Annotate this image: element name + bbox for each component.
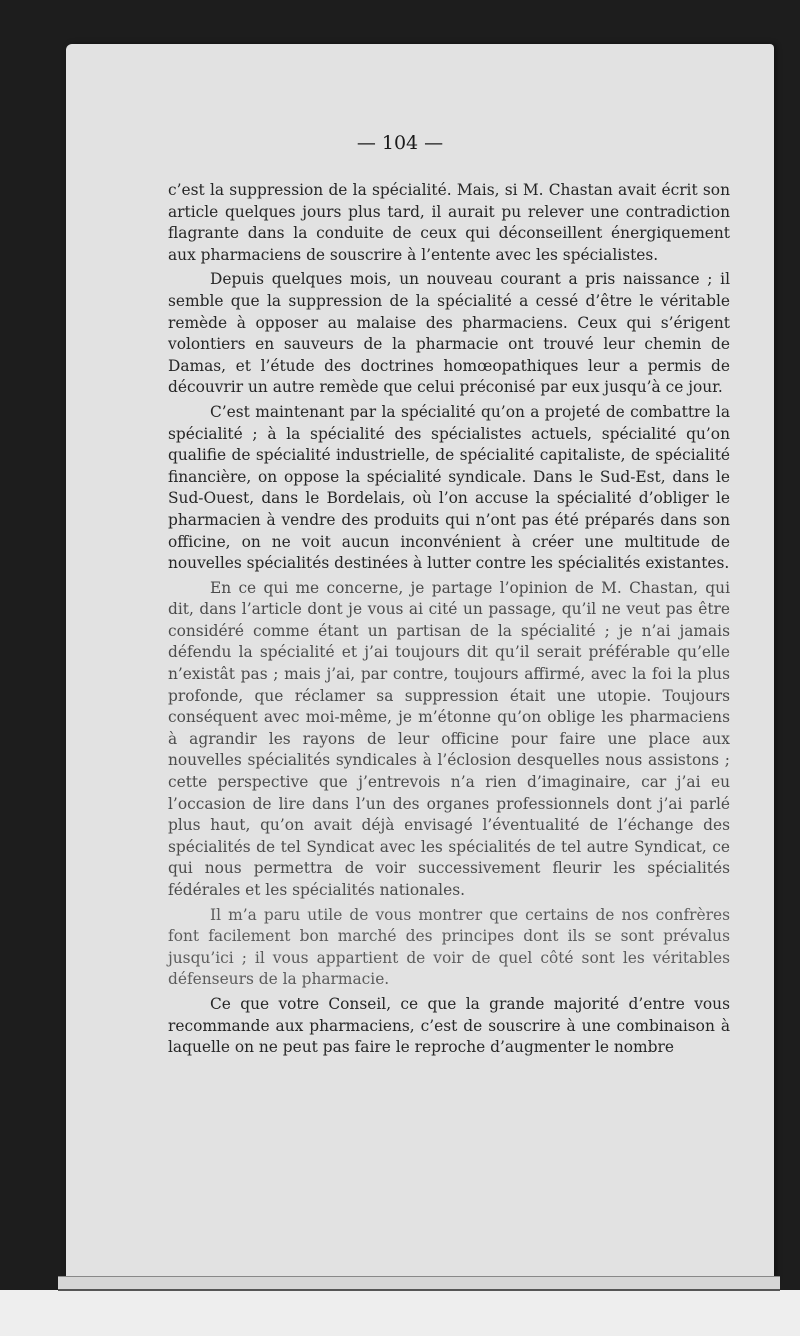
page-bottom-edge	[58, 1276, 780, 1291]
paragraph-3: C’est maintenant par la spécialité qu’on a projeté de combattre la spécialité ; à la spécialité des spécialistes actuels, spécialité qu’on qualifie de spécialité industrielle, de spécialité capitaliste, de spécialité financière, on oppose la spécialité syndicale. Dans le Sud-Est, dans le Sud-Ouest, dans le Bordelais, où l’on accuse la spécialité d’obliger le pharmacien à vendre des produits qui n’ont pas été préparés dans son officine, on ne voit aucun inconvénient à créer une multitude de nouvelles spécialités destinées à lutter contre les spécialités existantes.	[168, 402, 730, 573]
paragraph-6: Ce que votre Conseil, ce que la grande majorité d’entre vous recommande aux pharmaciens, c’est de souscrire à une combinaison à laquelle on ne peut pas faire le reproche d’augmenter le nombre	[168, 994, 730, 1057]
body-text	[168, 180, 730, 1062]
paragraph-4: En ce qui me concerne, je partage l’opinion de M. Chastan, qui dit, dans l’article dont je vous ai cité un passage, qu’il ne veut pas être considéré comme étant un partisan de la spécialité ; je n’ai jamais défendu la spécialité et j’ai toujours dit qu’il serait préférable qu’elle n’existât pas ; mais j’ai, par contre, toujours affirmé, avec la foi la plus profonde, que réclamer sa suppression était une utopie. Toujours conséquent avec moi-même, je m’étonne qu’on oblige les pharmaciens à agrandir les rayons de leur officine pour faire une place aux nouvelles spécialités syndicales à l’éclosion desquelles nous assistons ; cette perspective que j’entrevois n’a rien d’imaginaire, car j’ai eu l’occasion de lire dans l’un des organes professionnels dont j’ai parlé plus haut, qu’on avait déjà envisagé l’éventualité de l’échange des spécialités de tel Syndicat avec les spécialités de tel autre Syndicat, ce qui nous permettra de voir successivement fleurir les spécialités fédérales et les spécialités nationales.	[168, 578, 730, 899]
paragraph-5: Il m’a paru utile de vous montrer que certains de nos confrères font facilement bon marché des principes dont ils se sont prévalus jusqu’ici ; il vous appartient de voir de quel côté sont les véritables défenseurs de la pharmacie.	[168, 905, 730, 989]
page-number: — 104 —	[356, 132, 444, 154]
scan-bottom-margin	[0, 1290, 800, 1336]
paragraph-2: Depuis quelques mois, un nouveau courant a pris naissance ; il semble que la suppression de la spécialité a cessé d’être le véritable remède à opposer au malaise des pharmaciens. Ceux qui s’érigent volontiers en sauveurs de la pharmacie ont trouvé leur chemin de Damas, et l’étude des doctrines homœopathiques leur a permis de découvrir un autre remède que celui préconisé par eux jusqu’à ce jour.	[168, 270, 730, 397]
paragraph-1: c’est la suppression de la spécialité. Mais, si M. Chastan avait écrit son article quelques jours plus tard, il aurait pu relever une contradiction flagrante dans la conduite de ceux qui déconseillent énergiquement aux pharmaciens de souscrire à l’entente avec les spécialistes.	[168, 181, 730, 264]
